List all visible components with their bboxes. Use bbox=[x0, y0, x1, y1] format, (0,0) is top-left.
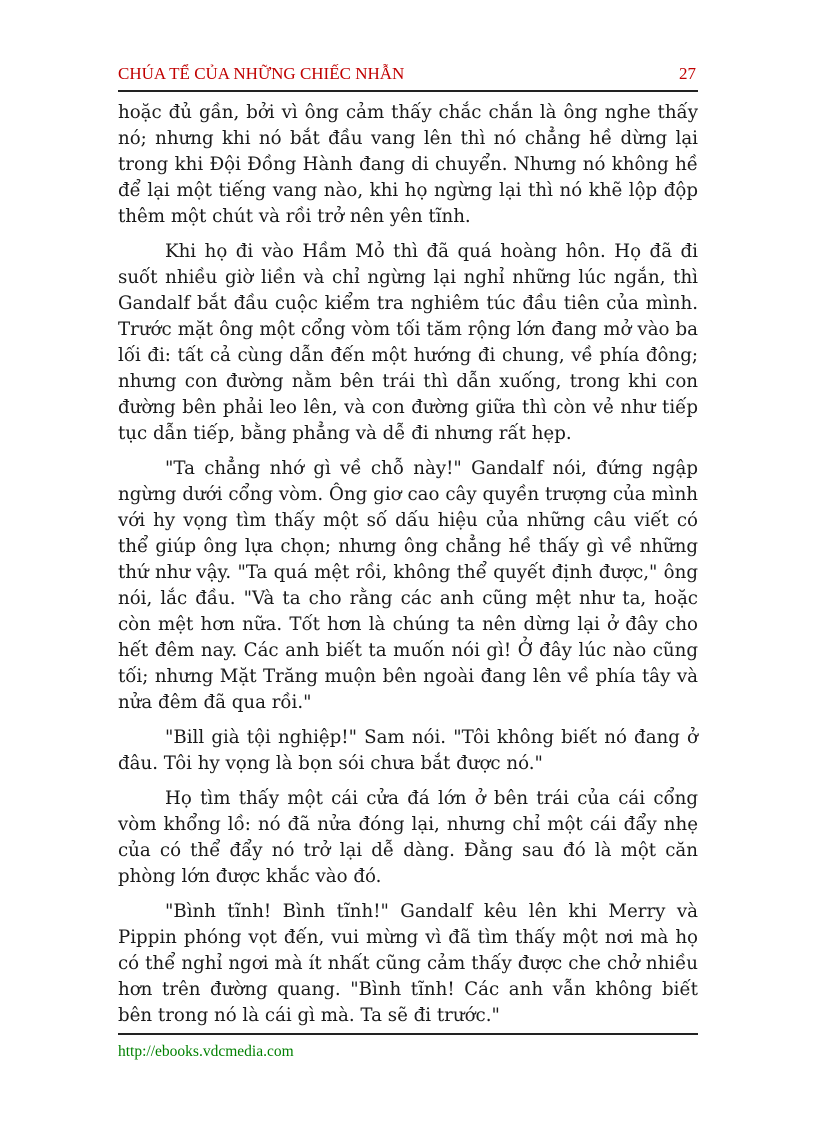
paragraph: Khi họ đi vào Hầm Mỏ thì đã quá hoàng hôn. Họ đã đi suốt nhiều giờ liền và chỉ ngừng lại nghỉ những lúc ngắn, thì Gandalf bắt đầu cuộc kiểm tra nghiêm túc đầu tiên của mình. Trước mặt ông một cổng vòm tối tăm rộng lớn đang mở vào ba lối đi: tất cả cùng dẫn đến một hướng đi chung, về phía đông; nhưng con đường nằm bên trái thì dẫn xuống, trong khi con đường bên phải leo lên, và con đường giữa thì còn vẻ như tiếp tục dẫn tiếp, bằng phẳng và dễ đi nhưng rất hẹp. bbox=[118, 241, 698, 444]
page-header bbox=[118, 62, 698, 92]
book-title: CHÚA TỂ CỦA NHỮNG CHIẾC NHẪN bbox=[118, 64, 405, 83]
paragraph: "Bill già tội nghiệp!" Sam nói. "Tôi không biết nó đang ở đâu. Tôi hy vọng là bọn sói chưa bắt được nó." bbox=[118, 727, 698, 774]
page-body bbox=[118, 100, 698, 1038]
footer-link[interactable]: http://ebooks.vdcmedia.com bbox=[118, 1043, 294, 1060]
paragraph: hoặc đủ gần, bởi vì ông cảm thấy chắc chắn là ông nghe thấy nó; nhưng khi nó bắt đầu vang lên thì nó chẳng hề dừng lại trong khi Đội Đồng Hành đang di chuyển. Nhưng nó không hề để lại một tiếng vang nào, khi họ ngừng lại thì nó khẽ lộp độp thêm một chút và rồi trở nên yên tĩnh. bbox=[118, 102, 698, 227]
paragraph: "Ta chẳng nhớ gì về chỗ này!" Gandalf nói, đứng ngập ngừng dưới cổng vòm. Ông giơ cao cây quyền trượng của mình với hy vọng tìm thấy một số dấu hiệu của những câu viết có thể giúp ông lựa chọn; nhưng ông chẳng hề thấy gì về những thứ như vậy. "Ta quá mệt rồi, không thể quyết định được," ông nói, lắc đầu. "Và ta cho rằng các anh cũng mệt như ta, hoặc còn mệt hơn nữa. Tốt hơn là chúng ta nên dừng lại ở đây cho hết đêm nay. Các anh biết ta muốn nói gì! Ở đây lúc nào cũng tối; nhưng Mặt Trăng muộn bên ngoài đang lên về phía tây và nửa đêm đã qua rồi." bbox=[118, 458, 698, 713]
page-number: 27 bbox=[679, 64, 696, 83]
paragraph: "Bình tĩnh! Bình tĩnh!" Gandalf kêu lên khi Merry và Pippin phóng vọt đến, vui mừng vì đã tìm thấy một nơi mà họ có thể nghỉ ngơi mà ít nhất cũng cảm thấy được che chở nhiều hơn trên đường quang. "Bình tĩnh! Các anh vẫn không biết bên trong nó là cái gì mà. Ta sẽ đi trước." bbox=[118, 901, 698, 1026]
footer-divider bbox=[118, 1033, 698, 1035]
paragraph: Họ tìm thấy một cái cửa đá lớn ở bên trái của cái cổng vòm khổng lồ: nó đã nửa đóng lại, nhưng chỉ một cái đẩy nhẹ của có thể đẩy nó trở lại dễ dàng. Đằng sau đó là một căn phòng lớn được khắc vào đó. bbox=[118, 788, 698, 887]
